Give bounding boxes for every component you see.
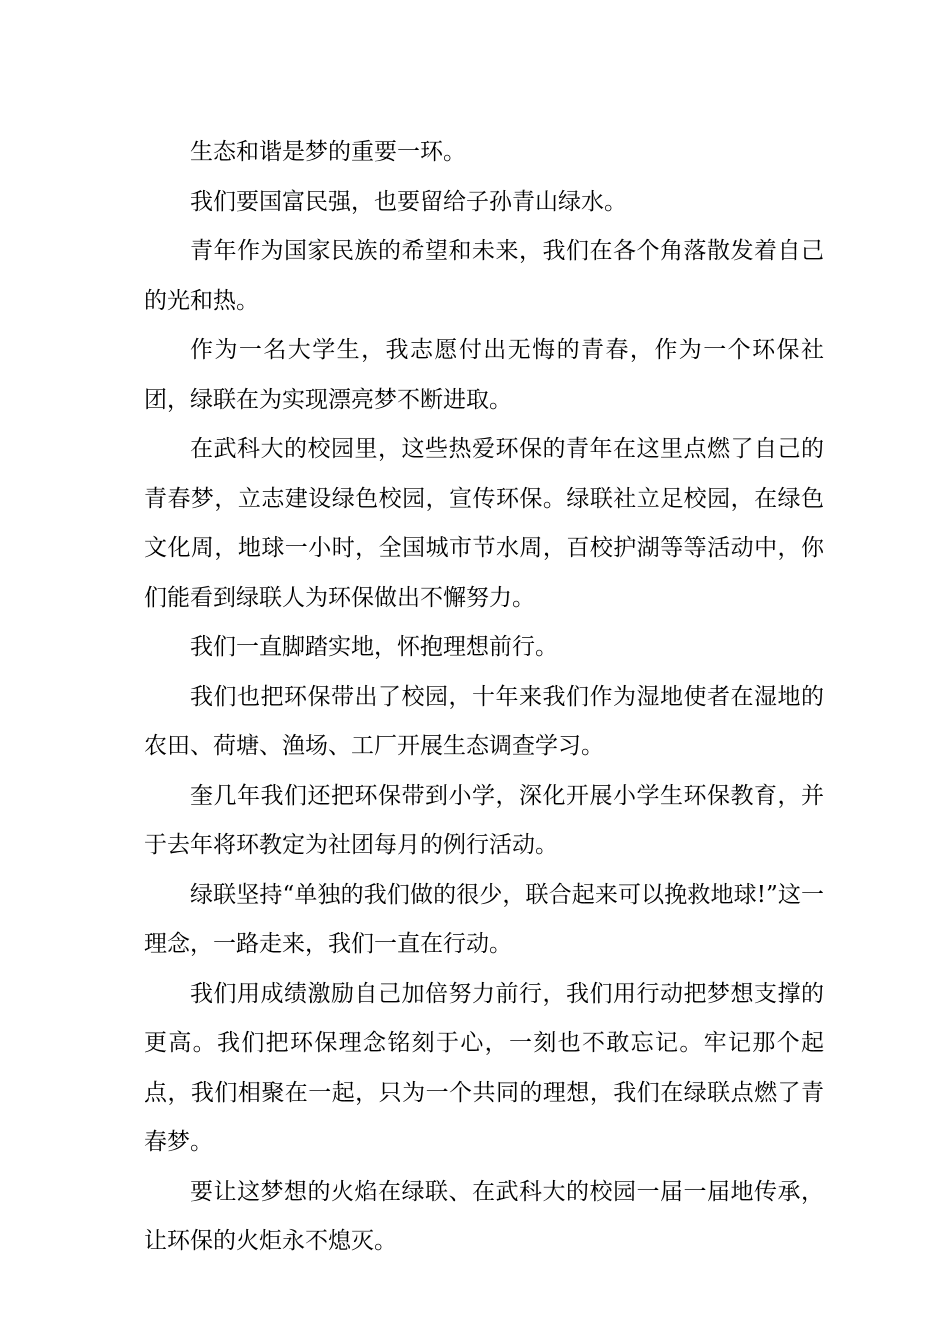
paragraph: 我们也把环保带出了校园，十年来我们作为湿地使者在湿地的农田、荷塘、渔场、工厂开展生态调查学习。 <box>144 683 824 759</box>
paragraph: 要让这梦想的火焰在绿联、在武科大的校园一届一届地传承，让环保的火炬永不熄灭。 <box>144 1178 824 1254</box>
paragraph: 奎几年我们还把环保带到小学，深化开展小学生环保教育，并于去年将环教定为社团每月的例行活动。 <box>144 782 824 858</box>
document-body <box>144 128 824 1267</box>
paragraph: 青年作为国家民族的希望和未来，我们在各个角落散发着自己的光和热。 <box>144 238 824 314</box>
paragraph: 在武科大的校园里，这些热爱环保的青年在这里点燃了自己的青春梦，立志建设绿色校园，宣传环保。绿联社立足校园，在绿色文化周，地球一小时，全国城市节水周，百校护湖等等活动中，你们能看到绿联人为环保做出不懈努力。 <box>144 436 824 611</box>
paragraph: 生态和谐是梦的重要一环。 <box>190 139 466 165</box>
paragraph: 绿联坚持“单独的我们做的很少，联合起来可以挽救地球!”这一理念，一路走来，我们一直在行动。 <box>144 881 824 957</box>
paragraph: 我们一直脚踏实地，怀抱理想前行。 <box>190 634 558 660</box>
paragraph: 作为一名大学生，我志愿付出无悔的青春，作为一个环保社团，绿联在为实现漂亮梦不断进取。 <box>144 337 824 413</box>
paragraph: 我们要国富民强，也要留给子孙青山绿水。 <box>190 188 627 215</box>
paragraph: 我们用成绩激励自己加倍努力前行，我们用行动把梦想支撑的更高。我们把环保理念铭刻于心，一刻也不敢忘记。牢记那个起点，我们相聚在一起，只为一个共同的理想，我们在绿联点燃了青春梦。 <box>144 980 824 1155</box>
